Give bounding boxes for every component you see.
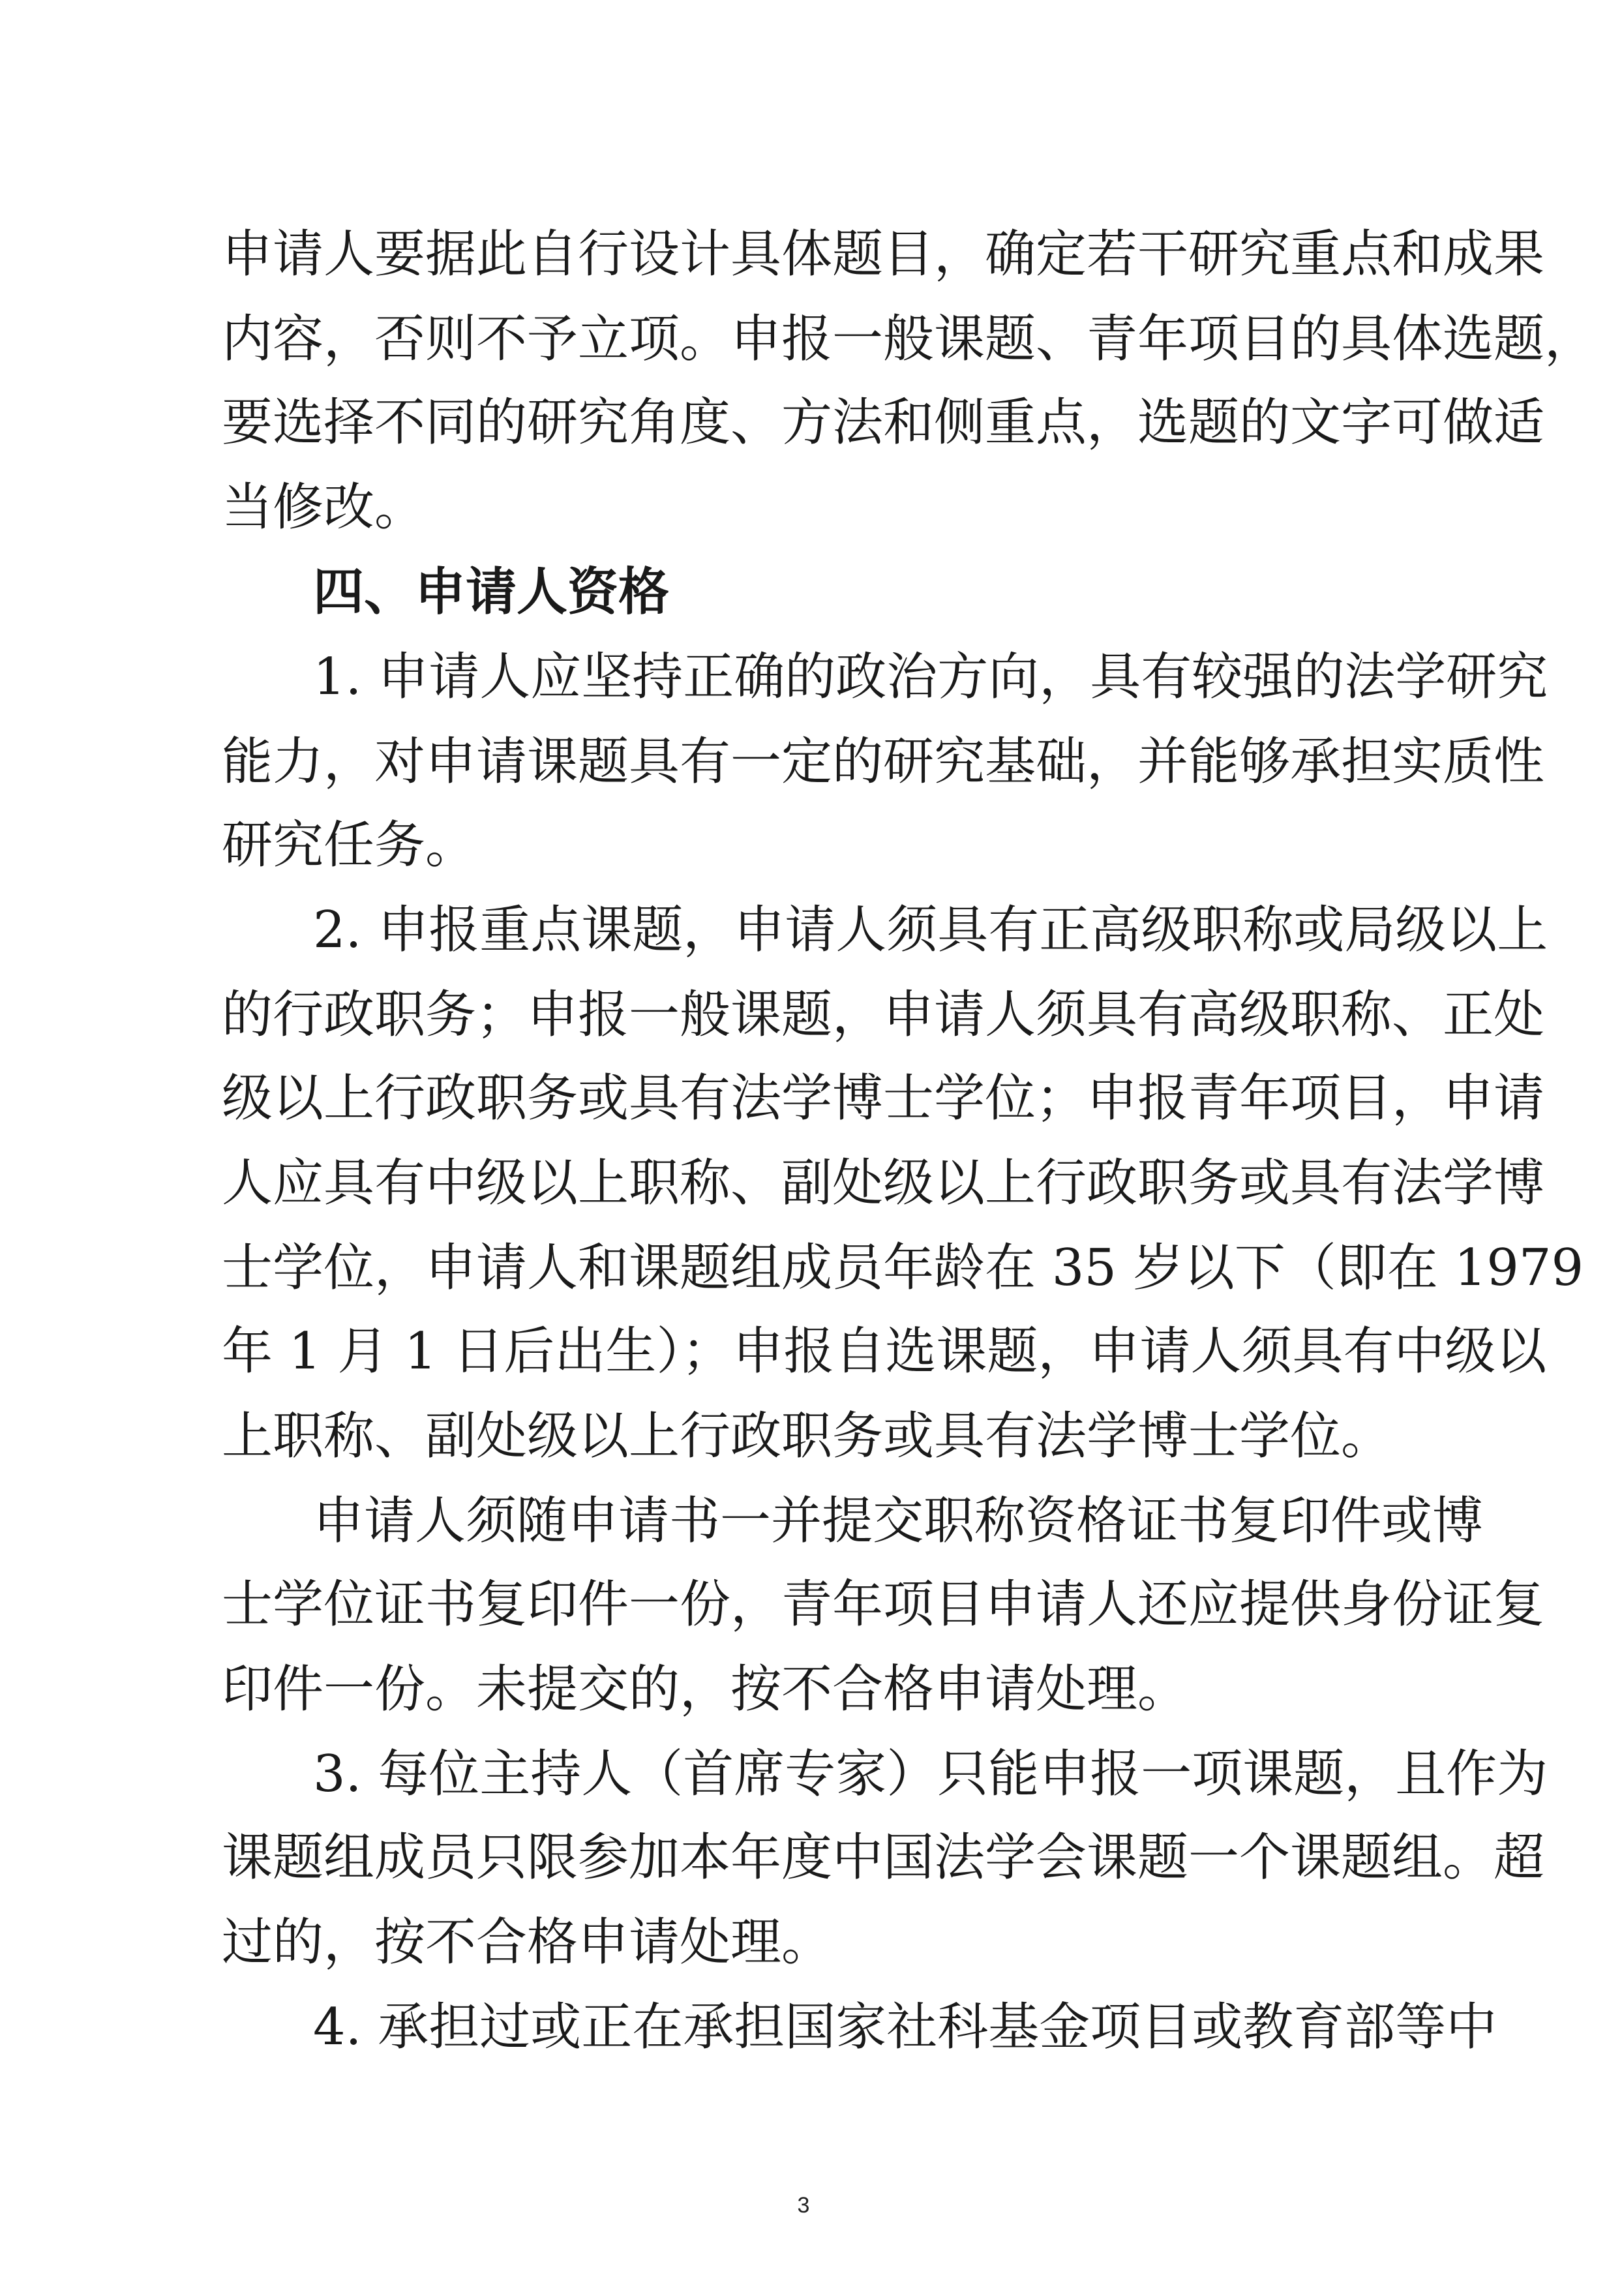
item-2-line: 士学位，申请人和课题组成员年龄在 35 岁以下（即在 1979 [222, 1239, 1584, 1297]
item-1-line: 1. 申请人应坚持正确的政治方向，具有较强的法学研究 [313, 648, 1548, 706]
item-2-line: 2. 申报重点课题，申请人须具有正高级职称或局级以上 [313, 901, 1548, 959]
body-line: 内容，否则不予立项。申报一般课题、青年项目的具体选题， [222, 310, 1596, 369]
item-2-line: 人应具有中级以上职称、副处级以上行政职务或具有法学博 [222, 1154, 1545, 1213]
item-2-line: 年 1 月 1 日后出生）；申报自选课题，申请人须具有中级以 [222, 1322, 1547, 1381]
section-heading: 四、申请人资格 [313, 563, 670, 622]
body-line: 要选择不同的研究角度、方法和侧重点，选题的文字可做适 [222, 393, 1545, 452]
item-2-line: 级以上行政职务或具有法学博士学位；申报青年项目，申请 [222, 1069, 1545, 1128]
body-line: 申请人要据此自行设计具体题目，确定若干研究重点和成果 [222, 225, 1545, 284]
item-2b-line: 印件一份。未提交的，按不合格申请处理。 [222, 1660, 1189, 1719]
item-1-line: 研究任务。 [222, 816, 477, 875]
item-3-line: 过的，按不合格申请处理。 [222, 1913, 833, 1972]
item-2-line: 上职称、副处级以上行政职务或具有法学博士学位。 [222, 1407, 1392, 1466]
item-3-line: 3. 每位主持人（首席专家）只能申报一项课题，且作为 [313, 1745, 1548, 1804]
item-1-line: 能力，对申请课题具有一定的研究基础，并能够承担实质性 [222, 733, 1545, 791]
page-number: 3 [797, 2193, 810, 2218]
item-3-line: 课题组成员只限参加本年度中国法学会课题一个课题组。超 [222, 1828, 1545, 1887]
item-2b-line: 士学位证书复印件一份，青年项目申请人还应提供身份证复 [222, 1575, 1545, 1634]
item-4-line: 4. 承担过或正在承担国家社科基金项目或教育部等中 [313, 1998, 1497, 2057]
item-2-line: 的行政职务；申报一般课题，申请人须具有高级职称、正处 [222, 986, 1545, 1044]
body-line: 当修改。 [222, 478, 426, 537]
item-2b-line: 申请人须随申请书一并提交职称资格证书复印件或博 [313, 1492, 1484, 1550]
